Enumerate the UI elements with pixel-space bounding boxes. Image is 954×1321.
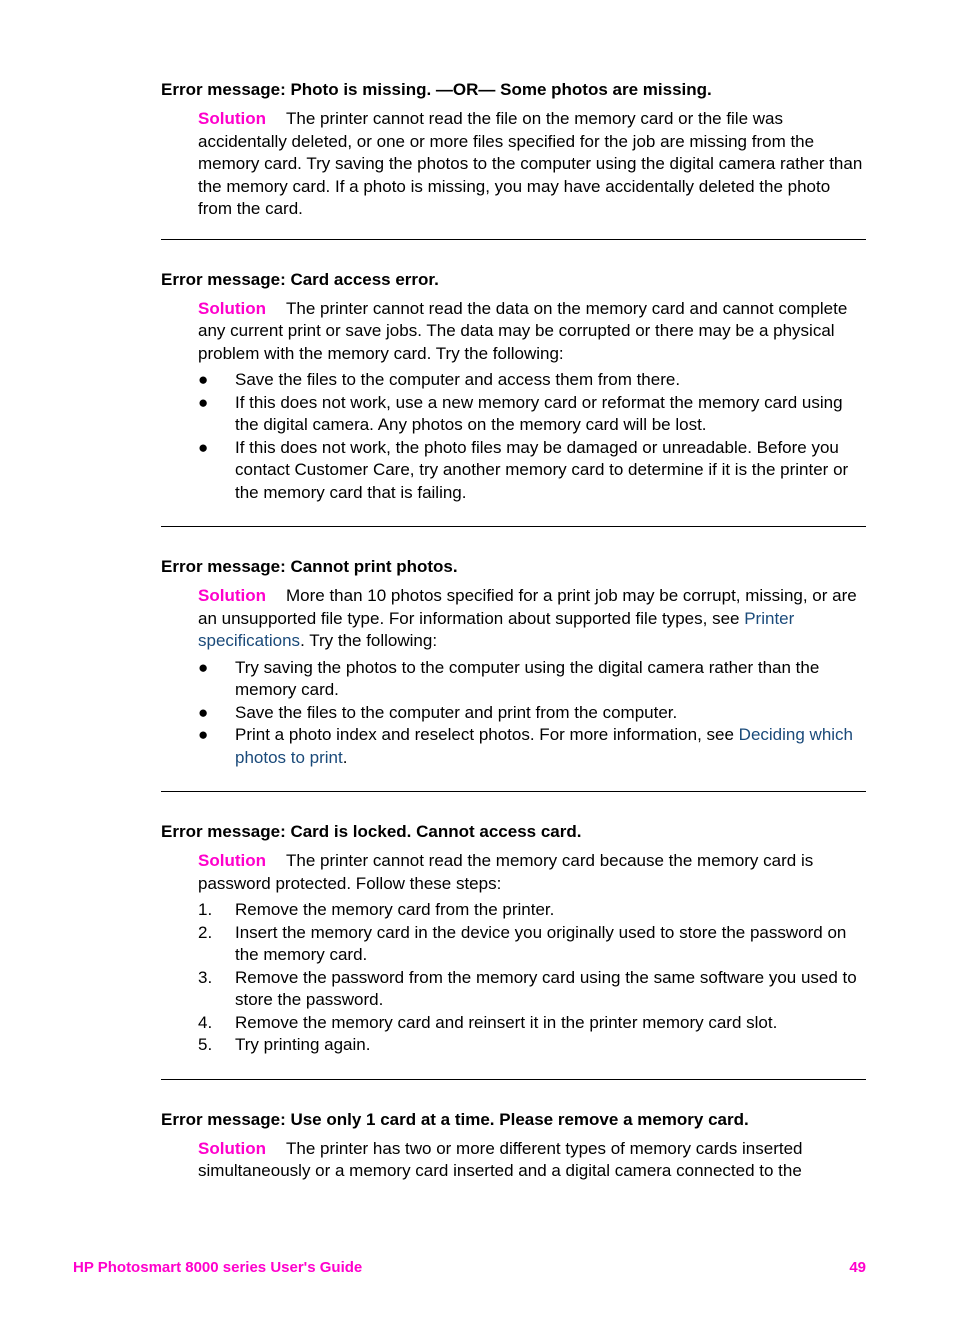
deciding-photos-link[interactable]: Deciding which photos to print xyxy=(235,725,854,767)
solution-label: Solution xyxy=(198,109,266,128)
solution-label: Solution xyxy=(198,298,266,318)
section-heading: Error message: Use only 1 card at a time. Please remove a memory card. xyxy=(161,1109,749,1129)
solution-block: Solution More than 10 photos specified for a print job may be corrupt, missing, or are an unsupported file type. For information about supported file types, see Printer specifications. Try the following: ● Try saving the photos to the computer using the digital camera rather than the memory card. ● Save the files to the computer and print from the computer. ● Print a photo index and reselect photos. For more information, see Deciding which photos to print. xyxy=(198,585,866,769)
solution-block xyxy=(198,1138,866,1183)
list-item: 1. Remove the memory card from the printer. xyxy=(198,899,866,922)
list-item: ● Try saving the photos to the computer using the digital camera rather than the memory card. xyxy=(198,657,820,699)
solution-block xyxy=(198,850,866,1057)
solution-label: Solution xyxy=(198,586,266,605)
step-number: 3. xyxy=(198,967,213,987)
page-footer xyxy=(73,1259,866,1276)
solution-text: More than 10 photos specified for a print job may be corrupt, missing, or are an unsupported file type. For information about supported file types, see xyxy=(198,586,857,628)
list-item: ● Save the files to the computer and print from the computer. xyxy=(198,702,866,725)
bullet-marker: ● xyxy=(198,370,209,389)
bullet-marker: ● xyxy=(198,392,209,412)
solution-block xyxy=(198,298,866,505)
step-number: 1. xyxy=(198,900,213,919)
list-item: ● Print a photo index and reselect photos. For more information, see Deciding which photos to print. xyxy=(198,725,854,767)
bullet-list xyxy=(198,369,866,504)
section-one-card-at-a-time xyxy=(161,1109,866,1183)
page-content xyxy=(161,79,866,1183)
list-item: 4. Remove the memory card and reinsert it in the printer memory card slot. xyxy=(198,1012,866,1035)
solution-text: The printer has two or more different types of memory cards inserted simultaneously or a memory card inserted and a digital camera connected to the xyxy=(198,1138,803,1180)
section-heading: Error message: Cannot print photos. xyxy=(161,557,458,576)
bullet-marker: ● xyxy=(198,702,209,722)
step-number: 2. xyxy=(198,922,213,942)
bullet-marker: ● xyxy=(198,725,209,744)
step-number: 4. xyxy=(198,1012,213,1032)
section-cannot-print-photos xyxy=(161,556,866,769)
section-heading: Error message: Photo is missing. —OR— Some photos are missing. xyxy=(161,80,712,99)
step-number: 5. xyxy=(198,1035,213,1054)
printer-specifications-link[interactable]: Printer specifications xyxy=(198,608,795,650)
numbered-steps xyxy=(198,899,866,1057)
solution-block xyxy=(198,108,866,221)
list-item: ● If this does not work, use a new memory card or reformat the memory card using the digital camera. Any photos on the memory card will be lost. xyxy=(198,392,843,434)
list-item: 2. Insert the memory card in the device you originally used to store the password on the memory card. xyxy=(198,922,847,964)
section-card-access-error xyxy=(161,269,866,505)
solution-text: The printer cannot read the memory card because the memory card is password protected. Follow these steps: xyxy=(198,851,814,893)
list-item: 3. Remove the password from the memory card using the same software you used to store the password. xyxy=(198,967,857,1009)
list-item: ● If this does not work, the photo files may be damaged or unreadable. Before you contact Customer Care, try another memory card to determine if it is the printer or the memory card that is failing. xyxy=(198,437,849,502)
bullet-list xyxy=(198,657,866,770)
list-item: ● Save the files to the computer and access them from there. xyxy=(198,369,866,392)
page-number: 49 xyxy=(849,1259,866,1276)
solution-text: The printer cannot read the data on the memory card and cannot complete any current print or save jobs. The data may be corrupted or there may be a physical problem with the memory card. Try the following: xyxy=(198,298,848,363)
footer-title: HP Photosmart 8000 series User's Guide xyxy=(73,1259,363,1276)
list-item: 5. Try printing again. xyxy=(198,1034,866,1057)
solution-text: The printer cannot read the file on the memory card or the file was accidentally deleted, or one or more files specified for the job are missing from the memory card. Try saving the photos to the computer using the digital camera rather than the memory card. If a photo is missing, you may have accidentally deleted the photo from the card. xyxy=(198,109,863,218)
section-card-locked xyxy=(161,821,866,1057)
solution-label: Solution xyxy=(198,851,266,870)
section-heading: Error message: Card access error. xyxy=(161,269,439,289)
solution-label: Solution xyxy=(198,1138,266,1158)
section-heading: Error message: Card is locked. Cannot access card. xyxy=(161,822,582,841)
bullet-marker: ● xyxy=(198,437,209,457)
bullet-marker: ● xyxy=(198,657,209,677)
section-photo-missing xyxy=(161,79,866,221)
